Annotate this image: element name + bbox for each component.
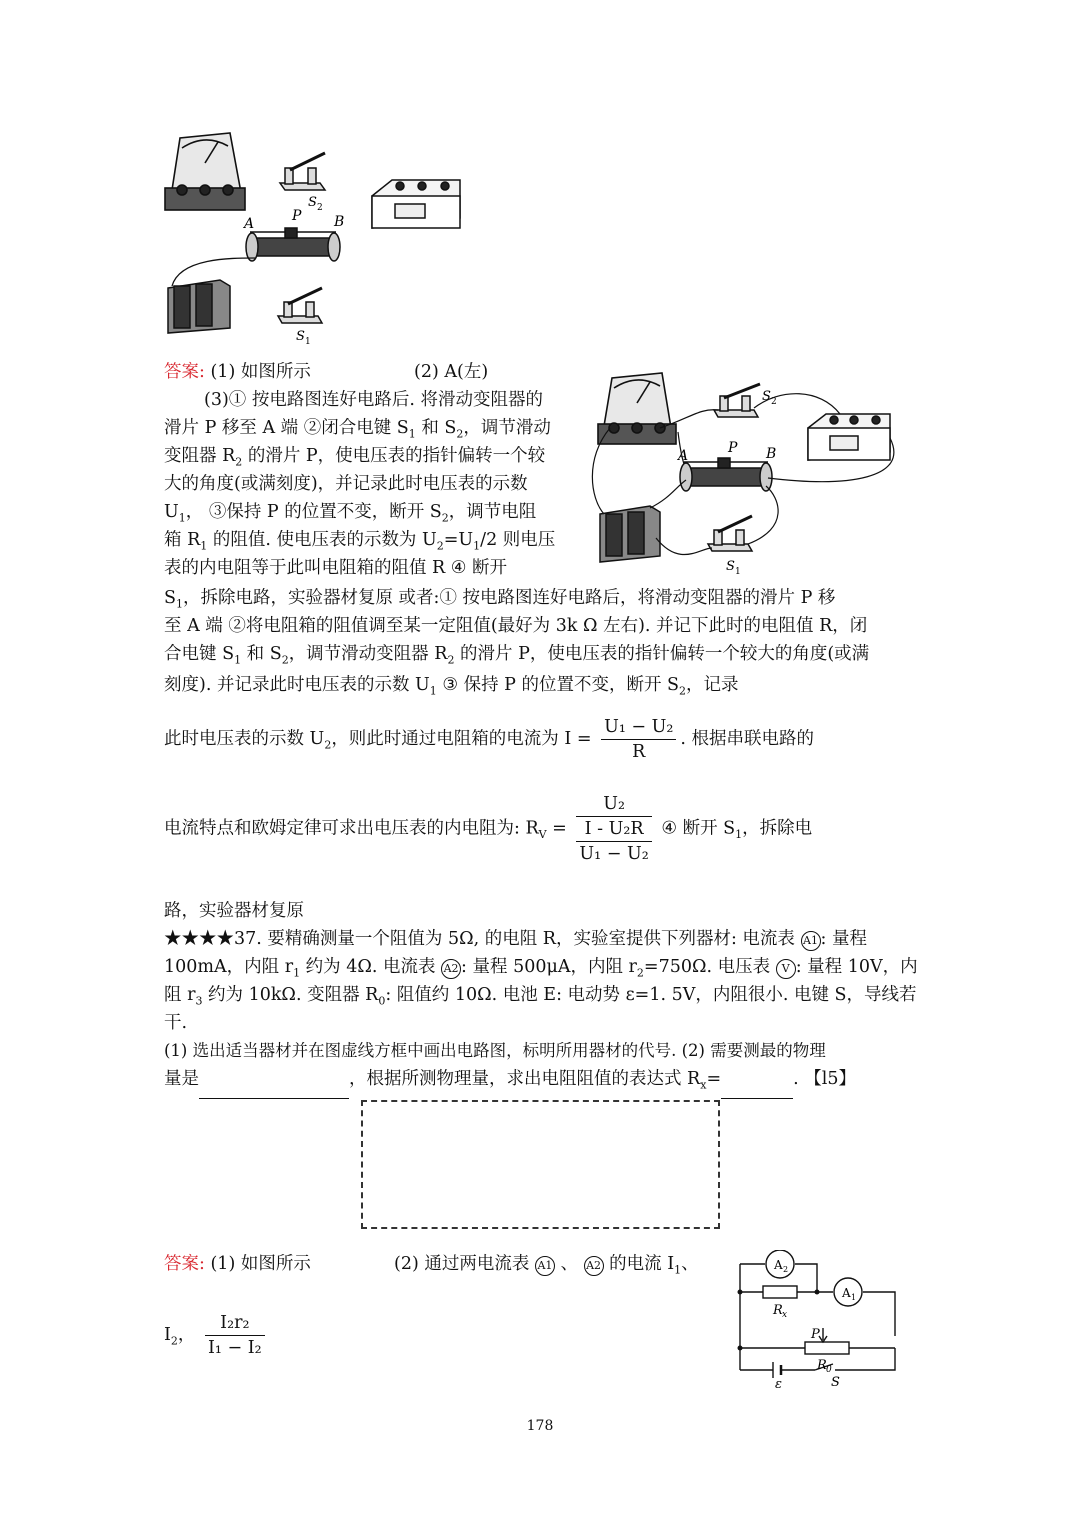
label-r0: R xyxy=(817,1358,827,1373)
apparatus-figure-top xyxy=(160,128,470,348)
label-b: B xyxy=(766,446,777,462)
label-s1-sub: 1 xyxy=(305,337,311,347)
resistance-fraction: U₂ I - U₂R U₁ − U₂ xyxy=(576,792,651,866)
label-b: B xyxy=(334,214,345,230)
q37-line-1: ★★★★37. 要精确测量一个阻值为 5Ω, 的电阻 R，实验室提供下列器材: 电流表 A1 : 量程 xyxy=(164,929,867,949)
label-p: P xyxy=(728,440,738,456)
label-s2-sub: 2 xyxy=(317,203,323,213)
svg-text:1: 1 xyxy=(851,1293,857,1302)
switch-s2 xyxy=(280,153,325,190)
label-s2-sub: 2 xyxy=(771,397,777,407)
q37-line-6: 量是 ，根据所测物理量，求出电阻阻值的表达式 $R_x=$ . 【l5】 xyxy=(164,1066,856,1099)
answer1-line-7: 箱 $R_1$ 的阻值. 使电压表的示数为 $U_2=U_1/2$ 则电压 xyxy=(164,530,556,553)
label-emf: ε xyxy=(775,1377,782,1390)
answer-label: 答案: xyxy=(164,362,205,382)
svg-text:A: A xyxy=(774,1258,783,1272)
label-switch: S xyxy=(831,1375,840,1390)
answer1-line-end: 路，实验器材复原 xyxy=(164,901,304,921)
answer-label: 答案: xyxy=(164,1254,205,1274)
switch-s1 xyxy=(708,516,752,551)
answer2-line-1: 答案: (1) 如图所示 (2) 通过两电流表 A1 、 A2 的电流 $I_1$、 xyxy=(164,1254,699,1277)
answer1-line-1: 答案: (1) 如图所示 (2) A(左) xyxy=(164,362,489,382)
q37-line-5: (1) 选出适当器材并在图虚线方框中画出电路图，标明所用器材的代号. (2) 需要测最的物理 xyxy=(164,1041,826,1060)
rx-fraction: $\frac{\text{I₂r₂}}{\text{I₁ − I₂}}$ xyxy=(205,1311,265,1360)
resistance-formula-line: 电流特点和欧姆定律可求出电压表的内电阻为: $R_V$ = U₂ I - U₂R U₁ − U₂ ④ 断开 $S_1$，拆除电 xyxy=(164,794,813,864)
blank-expression[interactable] xyxy=(721,1078,793,1099)
voltmeter-icon: V xyxy=(776,959,796,979)
answer1-line-11: 合电键 $S_1$ 和 $S_2$，调节滑动变阻器 $R_2$ 的滑片 P，使电压表的指针偏转一个较大的角度(或满 xyxy=(164,644,870,667)
label-rx: R xyxy=(773,1303,783,1318)
q37-line-3: 阻 $r_3$ 约为 10kΩ. 变阻器 $R_0$: 阻值约 10Ω. 电池 E: 电动势 ε=1. 5V，内阻很小. 电键 S，导线若 xyxy=(164,985,917,1008)
answer1-line-3: 滑片 P 移至 A 端 ②闭合电键 $S_1$ 和 $S_2$，调节滑动 xyxy=(164,418,551,441)
ammeter-a2-icon: A2 xyxy=(441,959,461,979)
label-s2: S xyxy=(308,195,317,210)
label-rx-sub: x xyxy=(782,1310,788,1320)
circuit-diagram xyxy=(735,1250,910,1390)
ammeter-a2-icon: A2 xyxy=(584,1256,604,1276)
battery xyxy=(168,280,230,333)
voltmeter xyxy=(598,373,676,444)
label-a: A xyxy=(244,216,255,232)
answer1-line-4: 变阻器 $R_2$ 的滑片 P，使电压表的指针偏转一个较 xyxy=(164,446,546,469)
answer1-line-6: $U_1$， ③保持 P 的位置不变，断开 $S_2$，调节电阻 xyxy=(164,502,537,525)
q37-line-4: 干. xyxy=(164,1013,188,1033)
svg-text:A: A xyxy=(842,1286,851,1300)
blank-quantity[interactable] xyxy=(199,1078,349,1099)
difficulty-stars: ★★★★ xyxy=(164,929,234,949)
q37-line-2: 100mA，内阻 $r_1$ 约为 4Ω. 电流表 A2 : 量程 500μA，内阻 $r_2=750\Omega$. 电压表 V : 量程 10V，内 xyxy=(164,957,918,980)
rheostat xyxy=(680,458,772,491)
ammeter-a1-icon: A1 xyxy=(801,931,821,951)
answer1-line-12: 刻度). 并记录此时电压表的示数 $U_1$ ③ 保持 P 的位置不变，断开 $S_2$，记录 xyxy=(164,675,739,698)
apparatus-figure-wired xyxy=(590,368,920,578)
switch-s2 xyxy=(714,384,760,417)
voltmeter xyxy=(165,133,245,210)
answer1-line-5: 大的角度(或满刻度)，并记录此时电压表的示数 xyxy=(164,474,528,494)
svg-text:2: 2 xyxy=(783,1265,789,1274)
switch-s1 xyxy=(278,288,322,323)
resistance-box xyxy=(372,180,460,228)
label-s1: S xyxy=(726,559,735,574)
current-formula-line: 此时电压表的示数 $U_2$，则此时通过电阻箱的电流为 I = $\frac{\text{U₁ − U₂}}{R}$ . 根据串联电路的 xyxy=(164,717,815,762)
label-r0-sub: 0 xyxy=(826,1365,832,1375)
answer1-line-10: 至 A 端 ②将电阻箱的阻值调至某一定阻值(最好为 3k Ω 左右). 并记下此时的电阻值 R，闭 xyxy=(164,616,868,636)
ammeter-a1 xyxy=(834,1278,862,1306)
answer1-line-2: (3)① 按电路图连好电路后. 将滑动变阻器的 xyxy=(204,390,543,410)
ammeter-a1-icon: A1 xyxy=(535,1256,555,1276)
resistance-box xyxy=(808,414,890,460)
label-p: P xyxy=(292,208,302,224)
page-number: 178 xyxy=(526,1418,554,1434)
answer1-line-9: $S_1$，拆除电路，实验器材复原 或者:① 按电路图连好电路后，将滑动变阻器的滑片 P 移 xyxy=(164,588,836,611)
label-s1-sub: 1 xyxy=(735,567,741,577)
label-s2: S xyxy=(762,389,771,404)
answer1-line-8: 表的内电阻等于此叫电阻箱的阻值 R ④ 断开 xyxy=(164,558,508,578)
answer2-formula: $I_2$， $\frac{\text{I₂r₂}}{\text{I₁ − I₂}}$ xyxy=(164,1305,269,1372)
battery xyxy=(600,506,660,562)
label-a: A xyxy=(678,448,689,464)
label-s1: S xyxy=(296,329,305,344)
label-p: P xyxy=(811,1327,820,1342)
rheostat xyxy=(246,228,340,261)
ammeter-a2 xyxy=(766,1250,794,1278)
current-fraction: $\frac{\text{U₁ − U₂}}{R}$ xyxy=(601,715,676,764)
drawing-box[interactable] xyxy=(361,1100,720,1229)
